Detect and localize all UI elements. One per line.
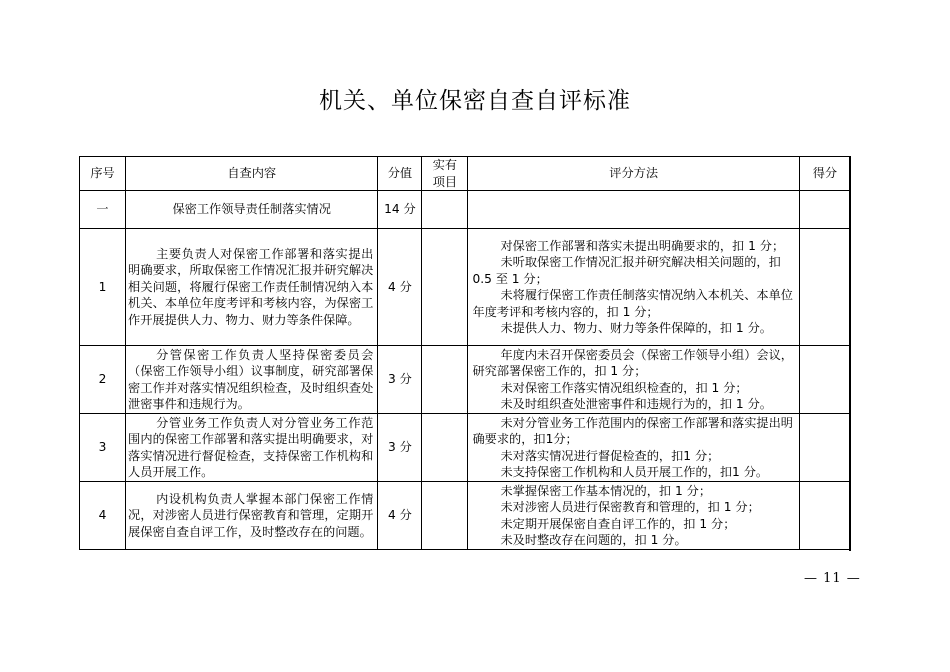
section-got-cell	[799, 191, 850, 229]
table-right-border	[849, 156, 851, 551]
row-got-cell	[799, 229, 850, 346]
row-no: 1	[80, 229, 126, 346]
row-no: 3	[80, 414, 126, 482]
method-line: 未及时整改存在问题的，扣 1 分。	[500, 533, 687, 547]
header-got-score: 得分	[799, 157, 850, 191]
row-method	[468, 482, 799, 550]
header-method: 评分方法	[468, 157, 799, 191]
method-line: 未对落实情况进行督促检查的，扣1 分；	[500, 448, 720, 463]
method-line: 年度内未召开保密委员会（保密工作领导小组）会议，研究部署保密工作的，扣 1 分；	[472, 347, 793, 378]
table-row	[80, 414, 851, 482]
section-actual-cell	[422, 191, 468, 229]
method-line: 未掌握保密工作基本情况的，扣 1 分；	[500, 483, 712, 498]
method-line: 未定期开展保密自查自评工作的，扣 1 分；	[500, 516, 736, 531]
method-line: 未及时组织查处泄密事件和违规行为的，扣 1 分。	[500, 397, 772, 411]
header-content: 自查内容	[126, 157, 378, 191]
row-actual-cell	[422, 229, 468, 346]
method-line: 未支持保密工作机构和人员开展工作的，扣1 分。	[500, 465, 769, 479]
table-header-row	[80, 157, 851, 191]
row-actual-cell	[422, 482, 468, 550]
row-got-cell	[799, 346, 850, 414]
row-method	[468, 229, 799, 346]
document-title: 机关、单位保密自查自评标准	[319, 88, 631, 114]
method-line: 未提供人力、物力、财力等条件保障的，扣 1 分。	[500, 321, 772, 335]
method-line: 未对分管业务工作范围内的保密工作部署和落实提出明确要求的，扣1分；	[472, 415, 793, 446]
method-line: 未听取保密工作情况汇报并研究解决相关问题的，扣 0.5 至 1 分；	[472, 255, 781, 286]
page-number: — 11 —	[804, 571, 861, 586]
row-content: 分管业务工作负责人对分管业务工作范围内的保密工作部署和落实提出明确要求，对落实情况进行督促检查，支持保密工作机构和人员开展工作。	[126, 414, 378, 482]
row-method	[468, 346, 799, 414]
method-line: 未将履行保密工作责任制落实情况纳入本机关、本单位年度考评和考核内容的，扣 1 分；	[472, 288, 793, 319]
section-content: 保密工作领导责任制落实情况	[126, 191, 378, 229]
header-actual-items: 实有 项目	[422, 157, 468, 191]
row-got-cell	[799, 414, 850, 482]
row-actual-cell	[422, 346, 468, 414]
row-actual-cell	[422, 414, 468, 482]
header-score: 分值	[378, 157, 422, 191]
row-no: 4	[80, 482, 126, 550]
row-score: 3 分	[378, 414, 422, 482]
table-row	[80, 346, 851, 414]
method-line: 对保密工作部署和落实未提出明确要求的，扣 1 分；	[500, 238, 785, 253]
method-line: 未对涉密人员进行保密教育和管理的，扣 1 分；	[500, 500, 760, 514]
row-method	[468, 414, 799, 482]
row-got-cell	[799, 482, 850, 550]
row-score: 4 分	[378, 229, 422, 346]
method-line: 未对保密工作落实情况组织检查的，扣 1 分；	[500, 380, 748, 395]
row-content: 主要负责人对保密工作部署和落实提出明确要求，所取保密工作情况汇报并研究解决相关问题，将履行保密工作责任制情况纳入本机关、本单位年度考评和考核内容，为保密工作开展提供人力、物力、财力等条件保障。	[126, 229, 378, 346]
row-content: 内设机构负责人掌握本部门保密工作情况，对涉密人员进行保密教育和管理，定期开展保密自查自评工作，及时整改存在的问题。	[126, 482, 378, 550]
row-content: 分管保密工作负责人坚持保密委员会（保密工作领导小组）议事制度，研究部署保密工作并对落实情况组织检查，及时组织查处泄密事件和违规行为。	[126, 346, 378, 414]
table-row	[80, 482, 851, 550]
section-no: 一	[80, 191, 126, 229]
self-assessment-table	[79, 156, 851, 550]
section-score: 14 分	[378, 191, 422, 229]
row-score: 4 分	[378, 482, 422, 550]
section-row	[80, 191, 851, 229]
header-no: 序号	[80, 157, 126, 191]
section-method-cell	[468, 191, 799, 229]
row-no: 2	[80, 346, 126, 414]
table-row	[80, 229, 851, 346]
row-score: 3 分	[378, 346, 422, 414]
